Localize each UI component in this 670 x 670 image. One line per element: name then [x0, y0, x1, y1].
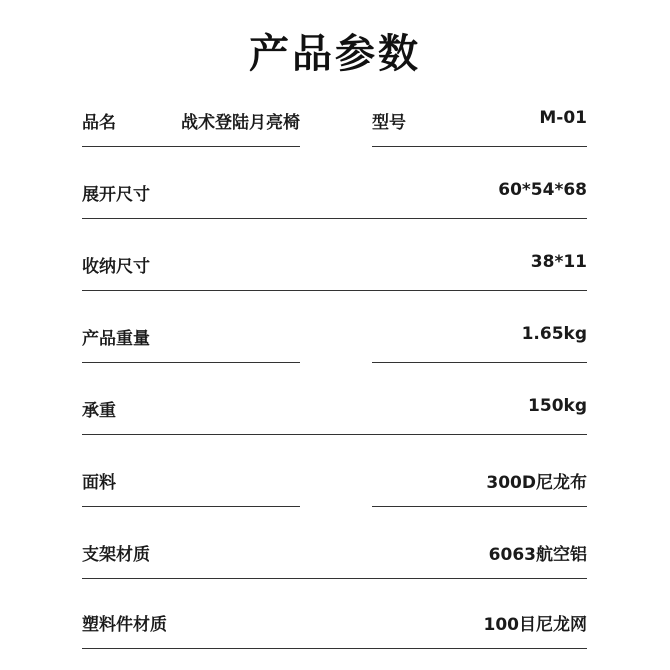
- spec-label: 塑料件材质: [82, 615, 167, 635]
- divider: [82, 362, 300, 363]
- divider: [372, 506, 587, 507]
- spec-row: [82, 598, 587, 670]
- spec-value: 300D尼龙布: [486, 473, 587, 493]
- spec-value: 38*11: [530, 252, 587, 272]
- spec-value: M-01: [539, 108, 587, 128]
- divider: [82, 578, 587, 579]
- divider: [372, 362, 587, 363]
- spec-label: 产品重量: [82, 329, 150, 349]
- spec-label: 支架材质: [82, 545, 150, 565]
- spec-label: 承重: [82, 401, 116, 421]
- spec-row: [82, 312, 587, 384]
- spec-row: [82, 528, 587, 600]
- spec-row: [82, 168, 587, 240]
- spec-label: 型号: [372, 113, 406, 133]
- spec-label: 品名: [82, 113, 116, 133]
- divider: [82, 648, 587, 649]
- spec-value: 60*54*68: [498, 180, 587, 200]
- spec-value: 1.65kg: [521, 324, 587, 344]
- divider: [82, 506, 300, 507]
- spec-row-name-model: [82, 96, 587, 168]
- spec-label: 收纳尺寸: [82, 257, 150, 277]
- divider: [82, 146, 300, 147]
- divider: [82, 218, 587, 219]
- spec-row: [82, 384, 587, 456]
- divider: [82, 290, 587, 291]
- divider: [372, 146, 587, 147]
- spec-label: 展开尺寸: [82, 185, 150, 205]
- spec-value: 战术登陆月亮椅: [181, 113, 300, 133]
- spec-value: 6063航空铝: [488, 545, 587, 565]
- page-title: 产品参数: [249, 31, 421, 77]
- spec-value: 150kg: [528, 396, 587, 416]
- spec-row: [82, 456, 587, 528]
- spec-row: [82, 240, 587, 312]
- spec-label: 面料: [82, 473, 116, 493]
- divider: [82, 434, 587, 435]
- spec-value: 100目尼龙网: [483, 615, 587, 635]
